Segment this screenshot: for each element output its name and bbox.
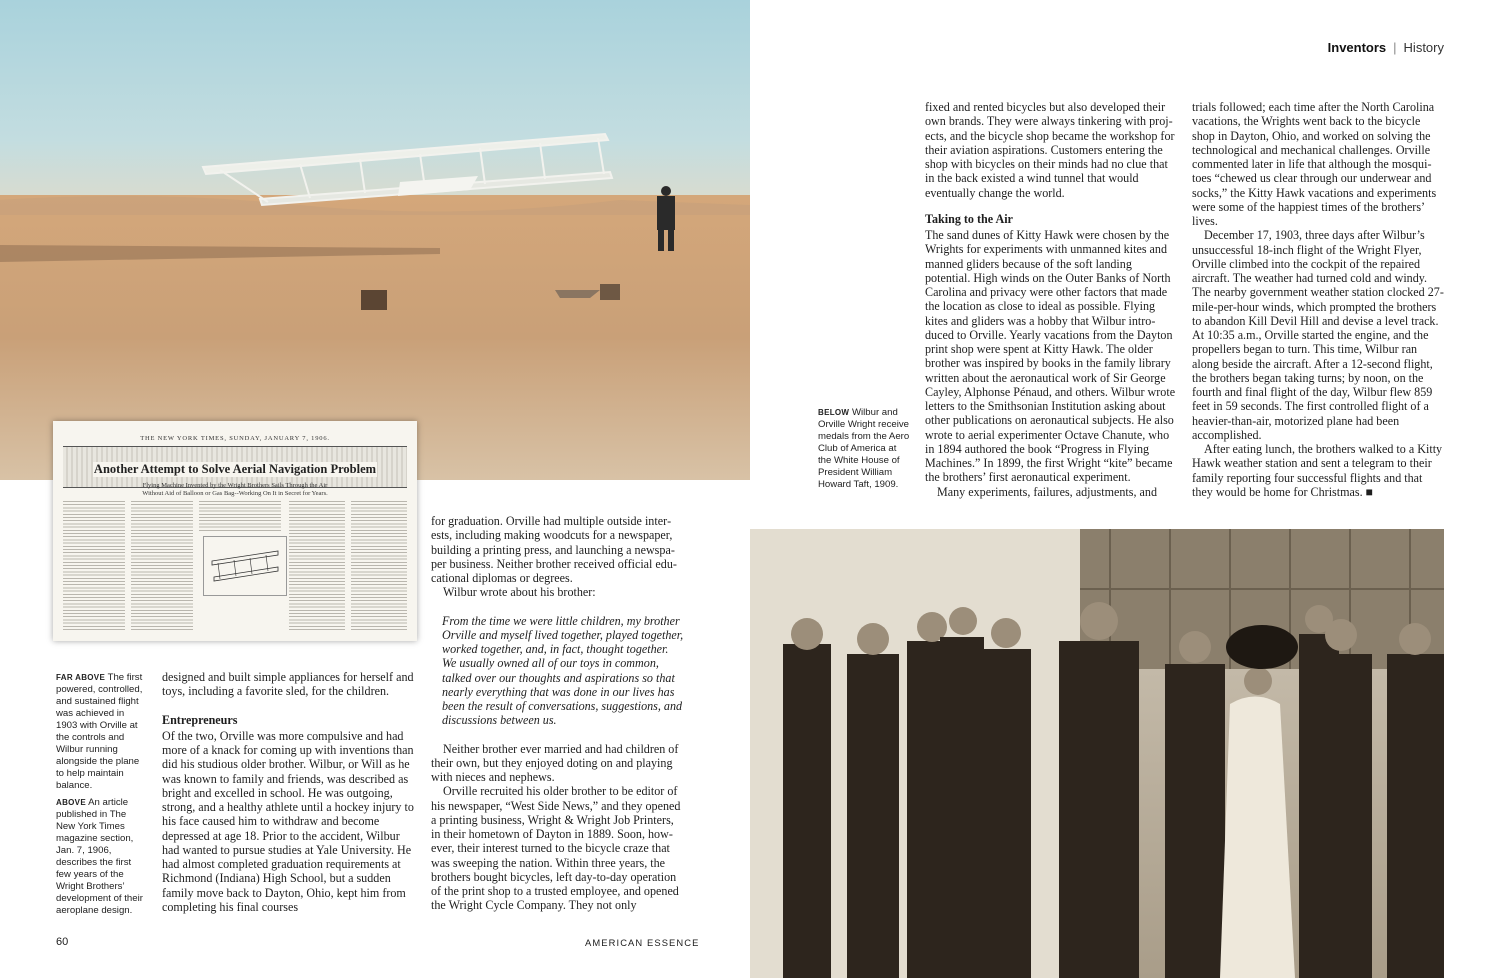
article-column-3 [925, 100, 1177, 499]
clipping-column [289, 501, 345, 631]
clipping-column [131, 501, 193, 631]
paragraph: trials followed; each time after the North Carolina vacations, the Wrights went back to the bicycle shop in Dayton, Ohio, and worked on solving the technological and mechanical challenges. Orville commented later in life that although the mosquitoes “chewed us clear through our underwear and socks,” the Kitty Hawk vacations and experiments were some of the happiest times of the brothers’ lives. [1192, 100, 1437, 228]
caption-above [56, 797, 148, 917]
paragraph: fixed and rented bicycles but also developed their own brands. They were always tinkering with projects, and the bicycle shop became the workshop for their aviation aspirations. Customers entering the shop with bicycles on their minds had no clue that in the back existed a wind tunnel that would eventually change the world. [925, 100, 1175, 200]
clipping-headline: Another Attempt to Solve Aerial Navigation Problem [93, 462, 377, 476]
paragraph: December 17, 1903, three days after Wilbur’s unsuccessful 18-inch flight of the Wright Flyer, Orville climbed into the cockpit of the repaired aircraft. The weather had turned cold and windy. The nearby government weather station clocked 27-mile-per-hour winds, which prompted the brothers to abandon Kill Devil Hill and devise a level track. At 10:35 a.m., Orville started the engine, and the propellers began to turn. This time, Wilbur ran along beside the aircraft. After a 12-second flight, the brothers began taking turns; by noon, on the fourth and final flight of the day, Wilbur flew 859 feet in 59 seconds. The first controlled flight of a heavier-than-air, motorized plane had been accomplished. [1192, 228, 1444, 442]
caption-text: The first powered, controlled, and sustained flight was achieved in 1903 with Orville at the controls and Wilbur running alongside the plane to help maintain balance. [56, 672, 143, 791]
newspaper-clipping [53, 421, 417, 641]
clipping-column [199, 501, 281, 531]
paragraph: After eating lunch, the brothers walked to a Kitty Hawk weather station and sent a telegram to their family reporting four successful flights and that they would be home for Christmas. ■ [1192, 442, 1443, 499]
caption-label: ABOVE [56, 798, 86, 807]
caption-below [818, 407, 912, 491]
article-column-4 [1192, 100, 1445, 499]
section-label: Inventors [1327, 40, 1387, 55]
paragraph: Neither brother ever married and had children of their own, but they enjoyed doting on and playing with nieces and nephews. [431, 741, 679, 784]
paragraph: Wilbur wrote about his brother: [443, 585, 596, 600]
clipping-deck [73, 482, 397, 498]
subsection-label: History [1403, 40, 1444, 55]
clipping-deck-line: Flying Machine Invented by the Wright Brothers Sails Through the Air [142, 482, 328, 489]
white-house-medal-photo [750, 529, 1444, 978]
caption-text: An article published in The New York Times magazine section, Jan. 7, 1906, describes the first few years of the Wright Brothers’ development of their aeroplane design. [56, 797, 143, 916]
article-column-1 [162, 670, 414, 914]
paragraph: for graduation. Orville had multiple outside interests, including making woodcuts for a newspaper, building a printing press, and launching a newspaper business. Neither brother received official educational diplomas or degrees. [431, 514, 677, 585]
pull-quote: From the time we were little children, my brother Orville and myself lived together, played together, worked together, and, in fact, thought together. We usually owned all of our toys in common, talked over our thoughts and aspirations so that nearly everything that was done in our lives has been the result of conversations, suggestions, and discussions between us. [442, 613, 684, 728]
section-header [1328, 40, 1444, 55]
glider-illustration [203, 536, 287, 596]
paragraph: Many experiments, failures, adjustments, and [937, 484, 1157, 499]
caption-label: FAR ABOVE [56, 673, 106, 682]
clipping-column [351, 501, 407, 631]
clipping-dateline: THE NEW YORK TIMES, SUNDAY, JANUARY 7, 1906. [140, 435, 330, 442]
caption-far-above [56, 672, 146, 792]
clipping-deck-line: Without Aid of Balloon or Gas Bag--Working On It in Secret for Years. [142, 490, 328, 497]
first-flight-photo [0, 0, 750, 480]
paragraph: Orville recruited his older brother to be editor of his newspaper, “West Side News,” and they opened a printing business, Wright & Wright Job Printers, in their hometown of Dayton in 1889. Soon, however, their interest turned to the bicycle craze that was sweeping the nation. Within three years, the brothers bought bicycles, left day-to-day operation of the print shop to a trusted employee, and opened the Wright Cycle Company. They not only [431, 784, 681, 913]
heading-entrepreneurs: Entrepreneurs [162, 712, 238, 727]
section-divider: | [1393, 40, 1397, 55]
magazine-name: AMERICAN ESSENCE [585, 937, 700, 948]
clipping-column [63, 501, 125, 631]
paragraph: The sand dunes of Kitty Hawk were chosen by the Wrights for experiments with unmanned kites and manned gliders because of the soft landing potential. High winds on the Outer Banks of North Carolina and privacy were other factors that made the location as close to ideal as possible. Flying kites and gliders was a hobby that Wilbur introduced to Orville. Yearly vacations from the Dayton print shop were spent at Kitty Hawk. The older brother was inspired by books in the family library written about the aeronautical work of Sir George Cayley, Alphonse Pénaud, and others. Wilbur wrote letters to the Smithsonian Institution asking about other publications on aeronautical subjects. He also wrote to aerial experimenter Octave Chanute, who in 1894 authored the book “Progress in Flying Machines.” In 1899, the first Wright “kite” became the brothers’ first aeronautical experiment. [925, 228, 1176, 485]
article-column-2 [431, 514, 684, 913]
caption-label: BELOW [818, 408, 850, 417]
heading-taking-to-the-air: Taking to the Air [925, 211, 1013, 226]
page-number: 60 [56, 936, 69, 948]
caption-text: Wilbur and Orville Wright receive medals from the Aero Club of America at the White House of President William Howard Taft, 1909. [818, 407, 910, 490]
paragraph: Of the two, Orville was more compulsive and had more of a knack for coming up with inventions than did his studious older brother. Wilbur, or Will as he was known to family and friends, was described as bright and excelled in school. He was outgoing, strong, and a healthy athlete until a hockey injury to his face caused him to withdraw and become depressed at age 18. Prior to the accident, Wilbur had wanted to pursue studies at Yale University. He had almost completed graduation requirements at Richmond (Indiana) High School, but a sudden family move back to Dayton, Ohio, kept him from completing his final courses [162, 728, 414, 914]
paragraph: designed and built simple appliances for herself and toys, including a favorite sled, for the children. [162, 670, 414, 699]
